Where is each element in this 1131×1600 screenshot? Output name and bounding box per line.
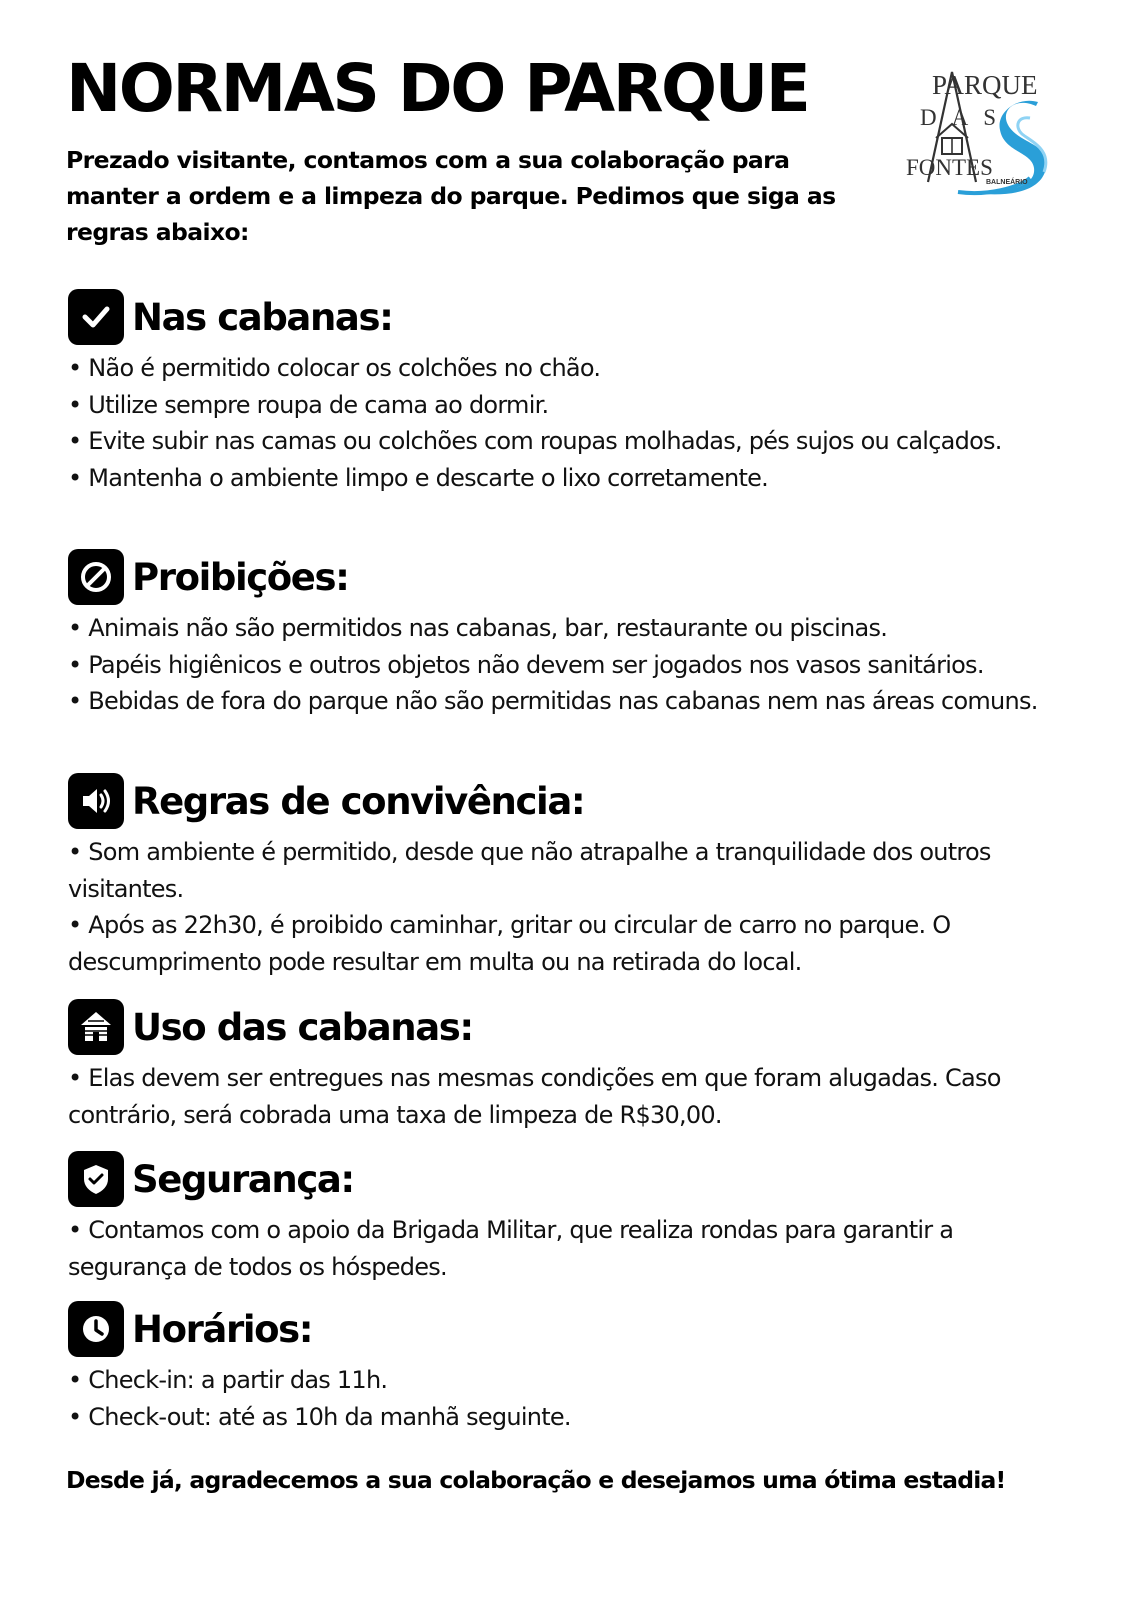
section-uso-cabanas (68, 998, 1078, 1133)
section-horarios (68, 1300, 1078, 1435)
section-title: Nas cabanas: (132, 295, 393, 339)
park-logo (906, 66, 1064, 208)
rule-item: • Check-out: até as 10h da manhã seguinte. (68, 1402, 571, 1431)
rule-item: • Papéis higiênicos e outros objetos não devem ser jogados nos vasos sanitários. (68, 650, 984, 679)
rule-item: • Elas devem ser entregues nas mesmas condições em que foram alugadas. Caso contrário, será cobrada uma taxa de limpeza de R$30,00. (68, 1064, 1001, 1129)
rule-item: • Não é permitido colocar os colchões no chão. (68, 354, 601, 382)
rule-item: • Utilize sempre roupa de cama ao dormir. (68, 390, 549, 419)
logo-word-parque: PARQUE (932, 70, 1038, 100)
rule-item: • Mantenha o ambiente limpo e descarte o lixo corretamente. (68, 463, 769, 492)
intro-text: Prezado visitante, contamos com a sua colaboração para manter a ordem e a limpeza do parque. Pedimos que siga as regras abaixo: (66, 146, 836, 246)
rule-item: • Após as 22h30, é proibido caminhar, gritar ou circular de carro no parque. O descumprimento pode resultar em multa ou na retirada do local. (68, 911, 951, 976)
logo-word-das: DAS (920, 105, 1012, 130)
logo-tag: BALNEÁRIO (986, 179, 1028, 186)
shield-icon (68, 1151, 124, 1207)
checkmark-icon (68, 289, 124, 345)
section-regras-convivencia (68, 772, 1078, 980)
section-proibicoes (68, 548, 1078, 720)
section-nas-cabanas (68, 288, 1078, 496)
rule-item: • Bebidas de fora do parque não são permitidas nas cabanas nem nas áreas comuns. (68, 687, 1038, 715)
speaker-icon (68, 773, 124, 829)
section-title: Uso das cabanas: (132, 1005, 473, 1049)
rule-item: • Check-in: a partir das 11h. (68, 1366, 388, 1394)
closing-message: Desde já, agradecemos a sua colaboração e desejamos uma ótima estadia! (66, 1466, 1006, 1494)
section-seguranca (68, 1150, 1078, 1285)
rule-item: • Animais não são permitidos nas cabanas, bar, restaurante ou piscinas. (68, 614, 888, 642)
rule-item: • Som ambiente é permitido, desde que não atrapalhe a tranquilidade dos outros visitantes. (68, 838, 991, 903)
rule-item: • Evite subir nas camas ou colchões com roupas molhadas, pés sujos ou calçados. (68, 427, 1002, 455)
logo-word-fontes: FONTES (906, 155, 993, 180)
page-title: NORMAS DO PARQUE (66, 50, 809, 127)
section-title: Proibições: (132, 555, 349, 599)
cabin-icon (68, 999, 124, 1055)
clock-icon (68, 1301, 124, 1357)
rule-item: • Contamos com o apoio da Brigada Militar, que realiza rondas para garantir a segurança de todos os hóspedes. (68, 1216, 954, 1281)
section-title: Segurança: (132, 1157, 354, 1201)
section-title: Regras de convivência: (132, 779, 585, 823)
section-title: Horários: (132, 1307, 313, 1351)
prohibited-icon (68, 549, 124, 605)
